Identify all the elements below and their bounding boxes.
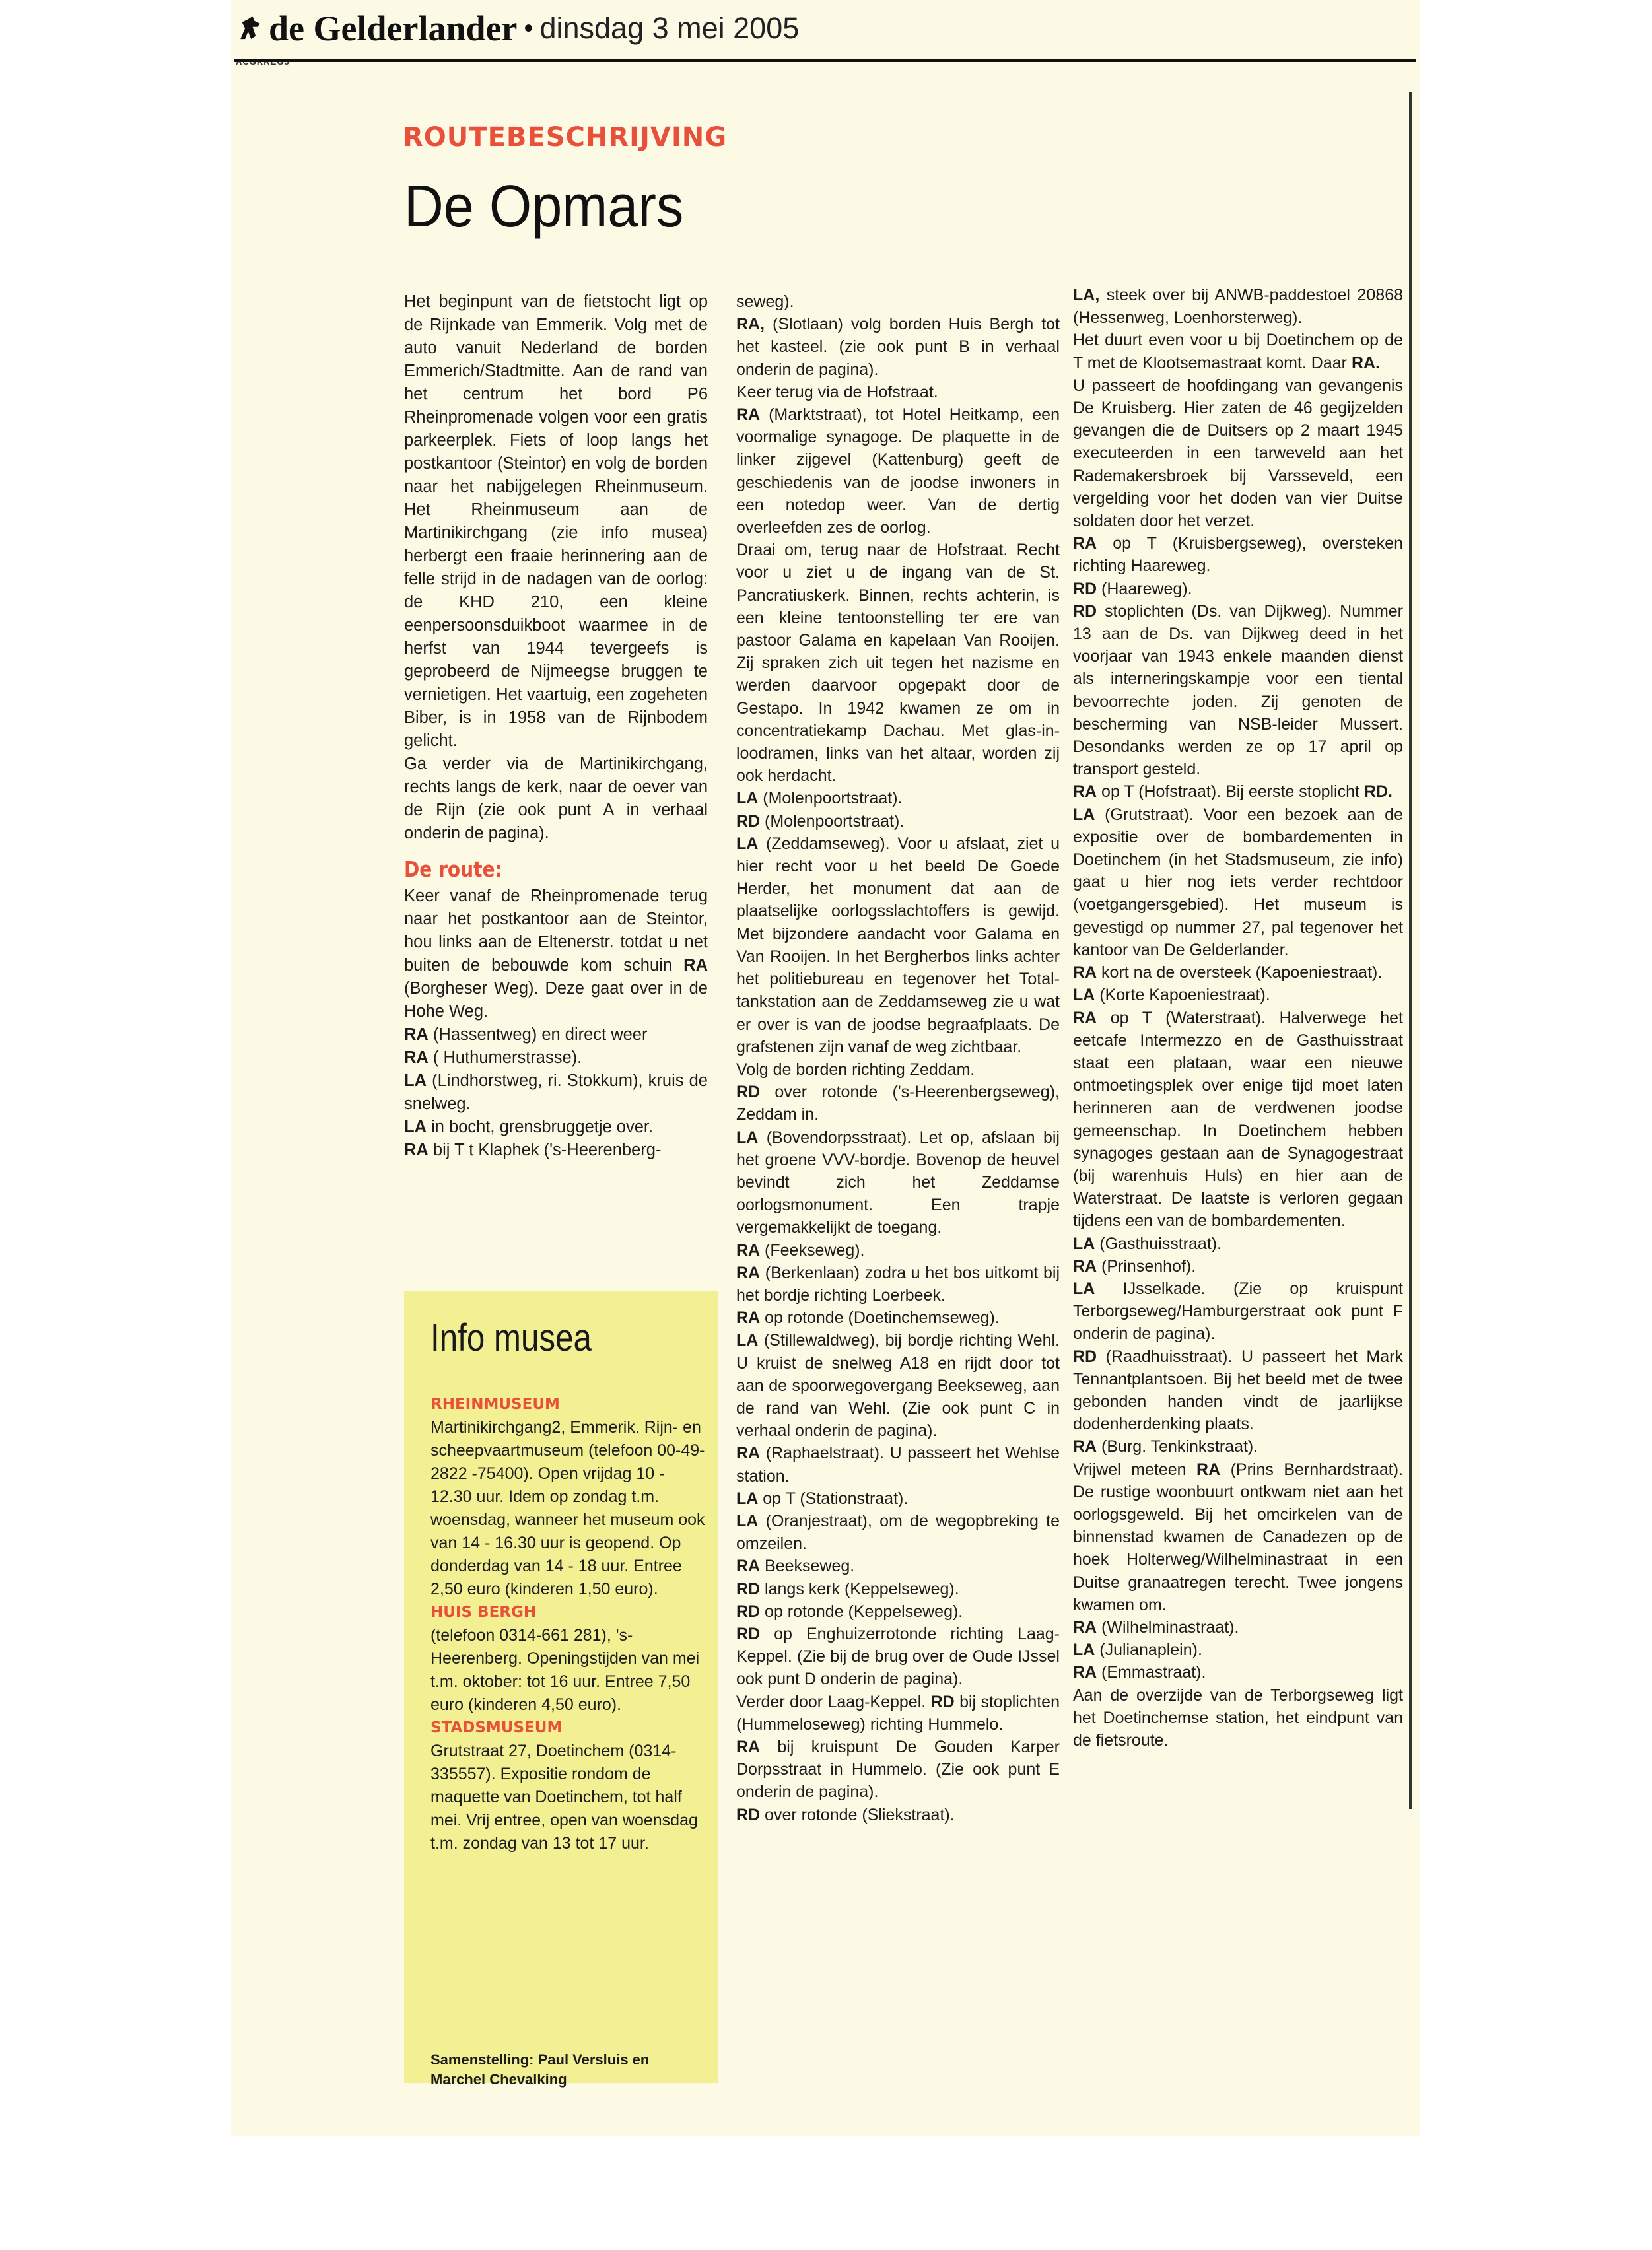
paragraph: Keer vanaf de Rheinpromenade terug naar het postkantoor aan de Steintor, hou links aan de Eltenerstr. totdat u net buiten de bebouwde kom schuin RA (Borgheser Weg). Deze gaat over in de Hohe Weg. (404, 887, 708, 1021)
route-step: RA bij kruispunt De Gouden Karper Dorpsstraat in Hummelo. (Zie ook punt E onderin de pagina). (736, 1738, 1060, 1802)
article-column-1 (404, 290, 708, 1162)
route-step: LA (Bovendorpsstraat). Let op, afslaan bij het groene VVV-bordje. Bovenop de heuvel bevindt zich het Zeddamse oorlogsmonument. Een trapje vergemakkelijkt de toegang. (736, 1128, 1060, 1237)
article-column-2 (736, 290, 1060, 1826)
info-musea-box (404, 1291, 718, 2088)
route-step: RA (Berkenlaan) zodra u het bos uitkomt bij het bordje richting Loerbeek. (736, 1263, 1060, 1305)
route-step: LA in bocht, grensbruggetje over. (404, 1118, 654, 1136)
route-step: LA (Zeddamseweg). Voor u afslaat, ziet u hier recht voor u het beeld De Goede Herder, het monument dat aan de plaatselijke oorlogsslachtoffers is gewijd. Met bijzondere aandacht voor Galama en Van Rooijen. In het Bergherbos links achter het politiebureau en tegenover het Total-tankstation aan de Zeddamseweg zie u wat er over is van de joodse begraafplaats. De grafstenen zijn vanaf de weg zichtbaar. (736, 834, 1060, 1056)
route-step: LA (Lindhorstweg, ri. Stokkum), kruis de snelweg. (404, 1072, 708, 1113)
route-step: RA op T (Hofstraat). Bij eerste stoplicht RD. (1073, 782, 1393, 801)
museum-name: HUIS BERGH (430, 1604, 537, 1621)
route-step: LA (Grutstraat). Voor een bezoek aan de expositie over de bombardementen in Doetinchem (in het Stadsmuseum, zie info) gaat u hier nog iets verder rechtdoor (voetgangersgebied). Het museum is gevestigd op nummer 27, pal tegenover het kantoor van De Gelderlander. (1073, 805, 1403, 959)
paragraph: U passeert de hoofdingang van gevangenis De Kruisberg. Hier zaten de 46 gegijzelden gevangen die de Duitsers op 2 maart 1945 executeerden in een tarweveld aan het Rademakersbroek bij Varsseveld, een vergelding voor het doden van vier Duitse soldaten door het verzet. (1073, 376, 1403, 531)
route-step: RD (Raadhuisstraat). U passeert het Mark Tennantplantsoen. Bij het beeld met de twee gebonden handen vindt de jaarlijkse dodenherdenking plaats. (1073, 1347, 1403, 1434)
paragraph: Het duurt even voor u bij Doetinchem op de T met de Klootsemastraat komt. Daar RA. (1073, 331, 1403, 372)
route-step: RD langs kerk (Keppelseweg). (736, 1579, 959, 1598)
museum-details: (telefoon 0314-661 281), 's-Heerenberg. Openingstijden van mei t.m. oktober: tot 16 uur. Entree 7,50 euro (kinderen 4,50 euro). (430, 1626, 700, 1714)
paragraph: seweg). (736, 292, 794, 311)
route-step: RA bij T t Klaphek ('s-Heerenberg- (404, 1141, 662, 1159)
route-subhead: De route: (404, 856, 502, 882)
intro-paragraph: Het beginpunt van de fietstocht ligt op de Rijnkade van Emmerik. Volg met de auto vanuit Nederland de borden Emmerich/Stadtmitte. Aan de rand van het centrum het bord P6 Rheinpromenade volgen voor een gratis parkeerplek. Fiets of loop langs het postkantoor (Steintor) en volg de borden naar het nabijgelegen Rheinmuseum. Het Rheinmuseum aan de Martinikirchgang (zie info musea) herbergt een fraaie herinnering aan de felle strijd in de nadagen van de oorlog: de KHD 210, een kleine eenpersoonsduikboot waarmee in de herfst van 1944 tevergeefs is geprobeerd de Nijmeegse bruggen te vernietigen. Het vaartuig, een zogeheten Biber, is in 1958 van de Rijnbodem gelicht. (404, 292, 708, 750)
route-step: LA (Stillewaldweg), bij bordje richting Wehl. U kruist de snelweg A18 en rijdt door tot aan de spoorwegovergang Beekseweg, aan de rand van Wehl. (Zie ook punt C in verhaal onderin de pagina). (736, 1331, 1060, 1441)
masthead (234, 8, 799, 54)
route-step: RA op T (Kruisbergseweg), oversteken richting Haareweg. (1073, 534, 1403, 576)
info-body (430, 1393, 708, 1855)
route-step: RA kort na de oversteek (Kapoeniestraat). (1073, 963, 1383, 982)
route-step: RA (Burg. Tenkinkstraat). (1073, 1437, 1258, 1456)
route-step: RA (Feekseweg). (736, 1241, 865, 1260)
route-step: LA (Korte Kapoeniestraat). (1073, 986, 1270, 1005)
route-step: LA (Molenpoortstraat). (736, 789, 903, 808)
horse-logo-icon (234, 13, 265, 44)
route-step: LA, steek over bij ANWB-paddestoel 20868 (Hessenweg, Loenhorsterweg). (1073, 286, 1403, 327)
info-title: Info musea (430, 1316, 592, 1359)
route-step: RA (Emmastraat). (1073, 1663, 1206, 1682)
route-step: LA op T (Stationstraat). (736, 1489, 909, 1508)
museum-name: STADSMUSEUM (430, 1719, 563, 1736)
paragraph: Aan de overzijde van de Terborgseweg ligt het Doetinchemse station, het eindpunt van de fietsroute. (1073, 1686, 1403, 1750)
paragraph: Vrijwel meteen RA (Prins Bernhardstraat). De rustige woonbuurt ontkwam niet aan het oorlogsgeweld. Bij het omcirkelen van de binnenstad kwamen de Canadezen op de hoek Holterweg/Wilhelminastraat in een Duitse granaatregen terecht. Twee jongens kwamen om. (1073, 1460, 1403, 1614)
museum-name: RHEINMUSEUM (430, 1396, 560, 1413)
article-column-3 (1073, 284, 1403, 1752)
byline: Samenstelling: Paul Versluis en Marchel Chevalking (430, 2051, 650, 2088)
route-step: RA op rotonde (Doetinchemseweg). (736, 1309, 1000, 1328)
route-step: RA (Marktstraat), tot Hotel Heitkamp, een voormalige synagoge. De plaquette in de linker zijgevel (Kattenburg) geeft de geschiedenis van de joodse inwoners in een notedop weer. Van de dertig overleefden zes de oorlog. (736, 405, 1060, 537)
issue-date: dinsdag 3 mei 2005 (539, 11, 800, 45)
route-step: RD stoplichten (Ds. van Dijkweg). Nummer 13 aan de Ds. van Dijkweg deed in het voorjaar van 1943 enkele maanden dienst als interneringskampje voor een tiental bevoorrechte joden. Zij genoten de bescherming van NSB-leider Mussert. Desondanks werden ze op 17 april op transport gesteld. (1073, 601, 1403, 779)
route-step: RA (Wilhelminastraat). (1073, 1618, 1239, 1637)
route-step: RD over rotonde (Sliekstraat). (736, 1805, 955, 1824)
route-step: RD op rotonde (Keppelseweg). (736, 1602, 963, 1621)
paragraph: Draai om, terug naar de Hofstraat. Recht voor u ziet u de ingang van de St. Pancratiuskerk. Binnen, rechts achterin, is een kleine tentoonstelling ter ere van pastoor Galama en kapelaan Van Rooijen. Zij spraken zich uit tegen het nazisme en werden daarvoor opgepakt door de Gestapo. In 1942 kwamen ze om in concentratiekamp Dachau. Met glas-in-loodramen, links van het altaar, worden zij ook herdacht. (736, 541, 1060, 786)
route-step: RA (Raphaelstraat). U passeert het Wehlse station. (736, 1444, 1060, 1485)
route-step: RD over rotonde ('s-Heerenbergseweg), Zeddam in. (736, 1083, 1060, 1124)
route-step: RA, (Slotlaan) volg borden Huis Bergh tot het kasteel. (zie ook punt B in verhaal onderin de pagina). (736, 315, 1060, 379)
museum-details: Martinikirchgang2, Emmerik. Rijn- en scheepvaartmuseum (telefoon 00-49-2822 -75400). Open vrijdag 10 - 12.30 uur. Idem op zondag t.m. woensdag, wanneer het museum ook van 14 - 16.30 uur is geopend. Op donderdag van 14 - 18 uur. Entree 2,50 euro (kinderen 1,50 euro). (430, 1418, 705, 1598)
article-kicker: ROUTEBESCHRIJVING (403, 122, 728, 153)
page-edge-line (1409, 92, 1412, 1809)
masthead-rule (234, 59, 1416, 62)
route-step: RA (Prinsenhof). (1073, 1256, 1196, 1276)
newspaper-logo: de Gelderlander (269, 9, 518, 48)
route-step: LA IJsselkade. (Zie op kruispunt Terborgseweg/Hamburgerstraat ook punt F onderin de pagina). (1073, 1279, 1403, 1344)
paragraph: Keer terug via de Hofstraat. (736, 382, 938, 401)
article-headline: De Opmars (404, 174, 684, 240)
paragraph: Volg de borden richting Zeddam. (736, 1060, 975, 1079)
route-step: LA (Julianaplein). (1073, 1641, 1202, 1660)
route-step: RA ( Huthumerstrasse). (404, 1048, 582, 1067)
paragraph: Verder door Laag-Keppel. RD bij stoplichten (Hummeloseweg) richting Hummelo. (736, 1692, 1060, 1734)
paragraph: Ga verder via de Martinikirchgang, rechts langs de kerk, naar de oever van de Rijn (zie ook punt A in verhaal onderin de pagina). (404, 755, 708, 842)
route-step: RD (Molenpoortstraat). (736, 811, 905, 831)
route-step: RD (Haareweg). (1073, 579, 1192, 598)
museum-details: Grutstraat 27, Doetinchem (0314-335557). Expositie rondom de maquette van Doetinchem, tot half mei. Vrij entree, open van woensdag t.m. zondag van 13 tot 17 uur. (430, 1742, 698, 1853)
route-step: RA op T (Waterstraat). Halverwege het eetcafe Intermezzo en de Gasthuisstraat staat een plataan, waar een nieuwe ontmoetingsplek over enige tijd moet laten herinneren aan de verdwenen joodse gemeenschap. In Doetinchem hebben synagoges gestaan aan de Synagogestraat (bij warenhuis Huls) en hier aan de Waterstraat. De laatste is verloren gegaan tijdens een van de bombardementen. (1073, 1008, 1403, 1231)
separator-dot: • (524, 13, 533, 43)
route-step: RA (Hassentweg) en direct weer (404, 1025, 648, 1044)
route-step: RA Beekseweg. (736, 1557, 855, 1576)
route-step: RD op Enghuizerrotonde richting Laag-Keppel. (Zie bij de brug over de Oude IJssel ook punt D onderin de pagina). (736, 1624, 1060, 1689)
route-step: LA (Gasthuisstraat). (1073, 1234, 1222, 1253)
route-step: LA (Oranjestraat), om de wegopbreking te omzeilen. (736, 1511, 1060, 1553)
